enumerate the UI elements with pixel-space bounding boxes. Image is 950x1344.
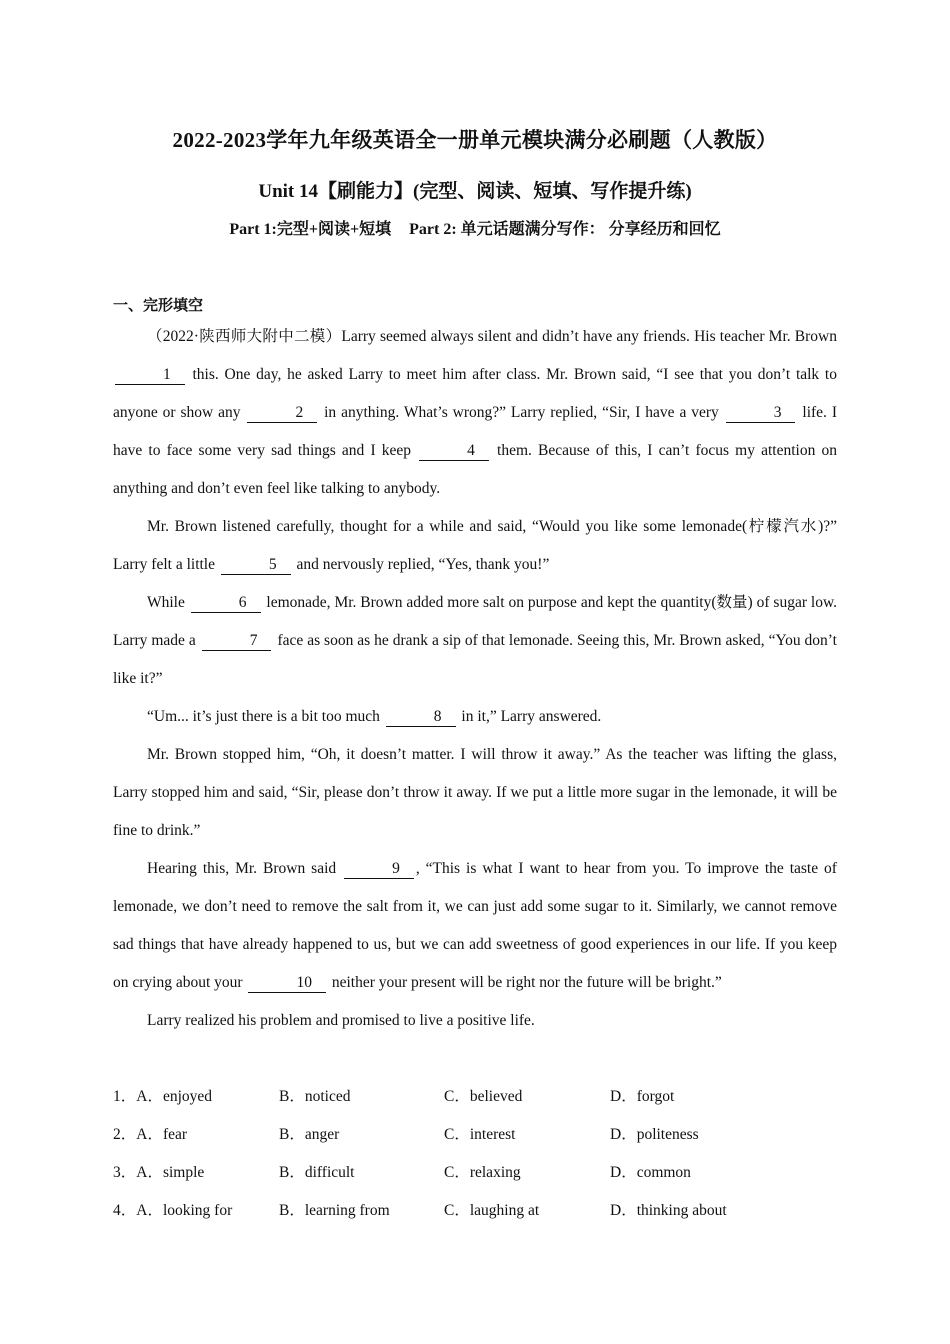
blank-9: 9 bbox=[344, 860, 414, 879]
cloze-passage bbox=[113, 318, 837, 1040]
option-b: B．difficult bbox=[279, 1164, 355, 1181]
question-row bbox=[113, 1154, 837, 1192]
option-a: 4．A．looking for bbox=[113, 1202, 233, 1219]
document-title: 2022-2023学年九年级英语全一册单元模块满分必刷题（人教版） bbox=[172, 128, 778, 152]
option-c: C．interest bbox=[444, 1126, 516, 1143]
question-row bbox=[113, 1192, 837, 1230]
option-d: D．forgot bbox=[610, 1088, 675, 1105]
blank-8: 8 bbox=[386, 708, 456, 727]
option-c: C．relaxing bbox=[444, 1164, 521, 1181]
blank-3: 3 bbox=[726, 404, 796, 423]
passage-paragraph: Mr. Brown stopped him, “Oh, it doesn’t matter. I will throw it away.” As the teacher was lifting the glass, Larry stopped him and said, “Sir, please don’t throw it away. If we put a little more sugar in the lemonade, it will be fine to drink.” bbox=[113, 746, 837, 839]
blank-1: 1 bbox=[115, 366, 185, 385]
blank-5: 5 bbox=[221, 556, 291, 575]
option-c: C．believed bbox=[444, 1088, 523, 1105]
section-heading-cloze: 一、完形填空 bbox=[113, 298, 204, 314]
option-b: B．learning from bbox=[279, 1202, 390, 1219]
option-c: C．laughing at bbox=[444, 1202, 540, 1219]
blank-6: 6 bbox=[191, 594, 261, 613]
option-a: 1．A．enjoyed bbox=[113, 1088, 213, 1105]
passage-paragraph: （2022·陕西师大附中二模）Larry seemed always silent and didn’t have any friends. His teacher Mr. Brown 1 this. One day, he asked Larry to meet him after class. Mr. Brown said, “I see that you don’t talk to anyone or show any 2 in anything. What’s wrong?” Larry replied, “Sir, I have a very 3 life. I have to face some very sad things and I keep 4 them. Because of this, I can’t focus my attention on anything and don’t even feel like talking to anybody. bbox=[113, 328, 837, 497]
option-b: B．anger bbox=[279, 1126, 340, 1143]
passage-paragraph: Hearing this, Mr. Brown said 9 , “This is what I want to hear from you. To improve the taste of lemonade, we don’t need to remove the salt from it, we can just add some sugar to it. Similarly, we cannot remove sad things that have already happened to us, but we can add sweetness of good experiences in our life. If you keep on crying about your 10 neither your present will be right nor the future will be bright.” bbox=[113, 860, 837, 991]
option-d: D．common bbox=[610, 1164, 691, 1181]
passage-paragraph: Larry realized his problem and promised to live a positive life. bbox=[147, 1012, 535, 1029]
option-a: 2．A．fear bbox=[113, 1126, 188, 1143]
question-row bbox=[113, 1116, 837, 1154]
blank-7: 7 bbox=[202, 632, 272, 651]
question-row bbox=[113, 1078, 837, 1116]
blank-2: 2 bbox=[247, 404, 317, 423]
option-d: D．thinking about bbox=[610, 1202, 727, 1219]
blank-10: 10 bbox=[248, 974, 326, 993]
part-2-label: Part 2: 单元话题满分写作： 分享经历和回忆 bbox=[409, 221, 721, 238]
unit-subtitle: Unit 14【刷能力】(完型、阅读、短填、写作提升练) bbox=[258, 181, 692, 202]
passage-paragraph: Mr. Brown listened carefully, thought for a while and said, “Would you like some lemonade(柠檬汽水)?” Larry felt a little 5 and nervously replied, “Yes, thank you!” bbox=[113, 518, 837, 573]
answer-options bbox=[113, 1078, 837, 1230]
option-b: B．noticed bbox=[279, 1088, 351, 1105]
passage-paragraph: While 6 lemonade, Mr. Brown added more salt on purpose and kept the quantity(数量) of sugar low. Larry made a 7 face as soon as he drank a sip of that lemonade. Seeing this, Mr. Brown asked, “You don’t like it?” bbox=[113, 594, 838, 687]
option-d: D．politeness bbox=[610, 1126, 699, 1143]
part-1-label: Part 1:完型+阅读+短填 bbox=[229, 221, 392, 238]
passage-paragraph: “Um... it’s just there is a bit too much 8 in it,” Larry answered. bbox=[147, 708, 602, 725]
blank-4: 4 bbox=[419, 442, 489, 461]
parts-line bbox=[0, 216, 950, 239]
option-a: 3．A．simple bbox=[113, 1164, 205, 1181]
